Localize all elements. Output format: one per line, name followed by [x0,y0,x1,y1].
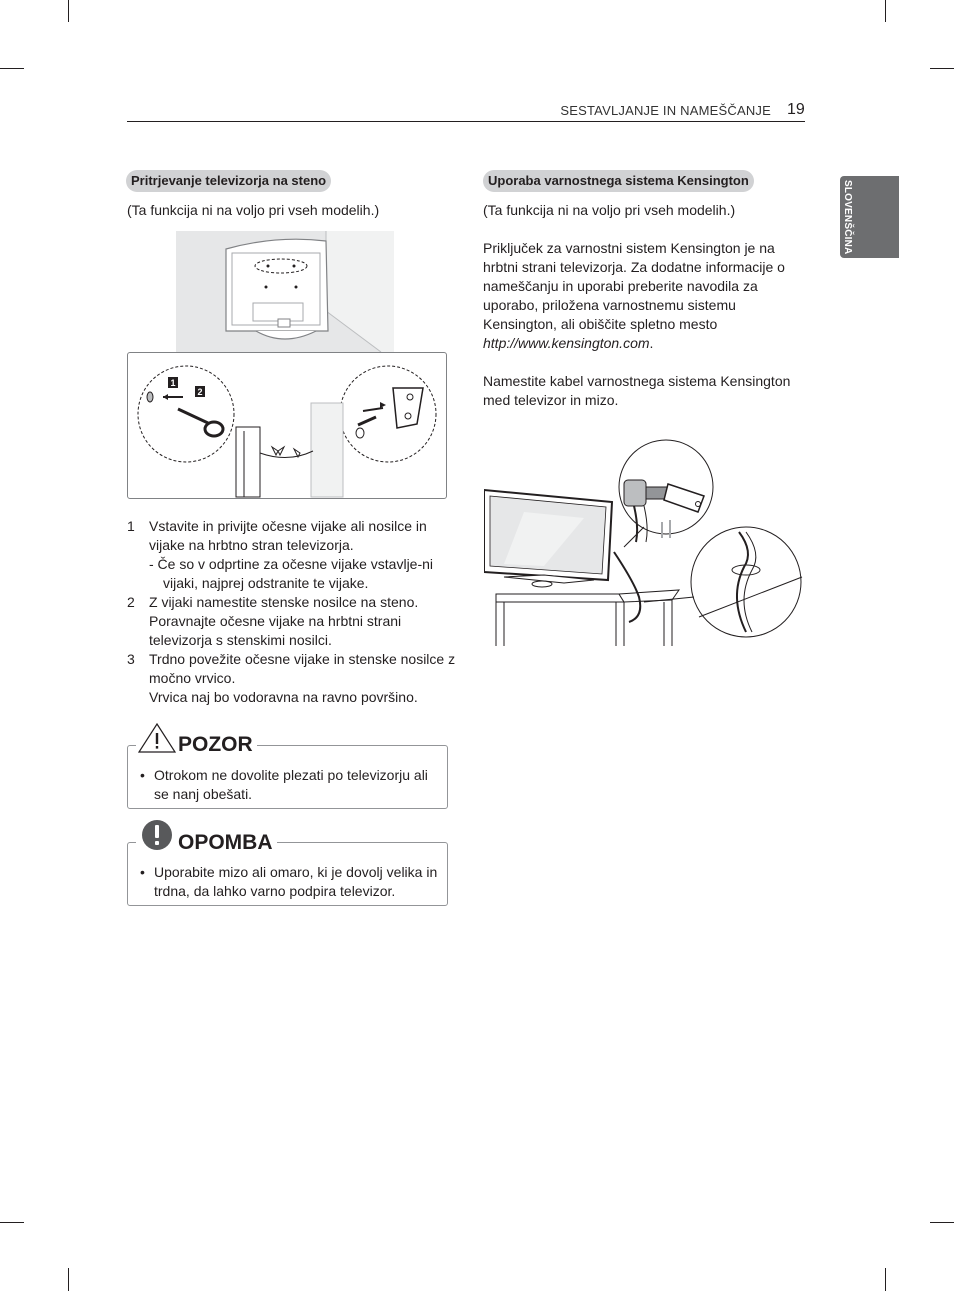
note-title: OPOMBA [178,831,277,855]
section-heading-wall-mount: Pritrjevanje televizorja na steno [126,170,331,192]
availability-note: (Ta funkcija ni na voljo pri vseh modelih.) [483,202,736,218]
crop-mark [68,0,69,22]
caution-title: POZOR [178,733,257,757]
note-text: Uporabite mizo ali omaro, ki je dovolj velika in trdna, da lahko varno podpira televizor. [154,864,438,899]
step-item [127,593,457,650]
step-subnote: - Če so v odprtine za očesne vijake vstavlje-ni vijaki, najprej odstranite te vijake. [149,556,434,591]
installation-steps [127,517,457,707]
caution-bullet: • Otrokom ne dovolite plezati po televizorju ali se nanj obešati. [140,767,428,802]
warning-triangle-icon [136,722,178,754]
section-heading-kensington: Uporaba varnostnega sistema Kensington [483,170,754,192]
step-number: 1 [127,518,135,534]
eyebolt-illustration [127,352,447,499]
badge-one: 1 [170,378,176,388]
crop-mark [885,0,886,22]
page-number: 19 [787,101,805,118]
eyebolt-diagram [128,353,446,498]
crop-mark [930,68,954,69]
crop-mark [885,1268,886,1291]
kensington-text [483,201,803,410]
crop-mark [0,1222,24,1223]
header-rule [127,121,805,122]
caution-text: Otrokom ne dovolite plezati po televizorju ali se nanj obešati. [154,767,428,802]
period: . [649,335,654,351]
language-tab-label: SLOVENŠČINA [842,180,853,255]
exclamation-icon [136,818,178,852]
note-bullet: • Uporabite mizo ali omaro, ki je dovolj velika in trdna, da lahko varno podpira televizor. [140,864,438,899]
step-text: Vstavite in privijte očesne vijake ali nosilce in vijake na hrbtno stran televizorja. [149,518,427,553]
badge-two: 2 [197,387,203,397]
step-item [127,517,457,593]
step-text: Z vijaki namestite stenske nosilce na steno. Poravnajte očesne vijake na hrbtni strani televizorja s stenskimi nosilci. [149,594,419,648]
kensington-link[interactable]: http://www.kensington.com [483,335,650,351]
caution-box [127,745,448,809]
availability-note: (Ta funkcija ni na voljo pri vseh modelih.) [127,202,380,218]
crop-mark [0,68,24,69]
crop-mark [930,1222,954,1223]
language-tab [840,176,899,258]
tv-back-illustration [176,231,394,352]
header-title: SESTAVLJANJE IN NAMEŠČANJE [560,103,771,118]
step-item [127,650,457,707]
kensington-install-text: Namestite kabel varnostnega sistema Kensington med televizor in mizo. [483,373,791,408]
step-text-2: Vrvica naj bo vodoravna na ravno površino. [149,689,418,705]
step-text: Trdno povežite očesne vijake in stenske nosilce z močno vrvico. [149,651,456,686]
step-number: 3 [127,651,135,667]
step-number: 2 [127,594,135,610]
kensington-description: Priključek za varnostni sistem Kensington je na hrbtni strani televizorja. Za dodatne informacije o nameščanju in uporabi preberite navodila za uporabo, priložena varnostnemu sistemu Kensington, ali obiščite spletno mesto [483,240,785,332]
crop-mark [68,1268,69,1291]
kensington-illustration [484,432,804,646]
